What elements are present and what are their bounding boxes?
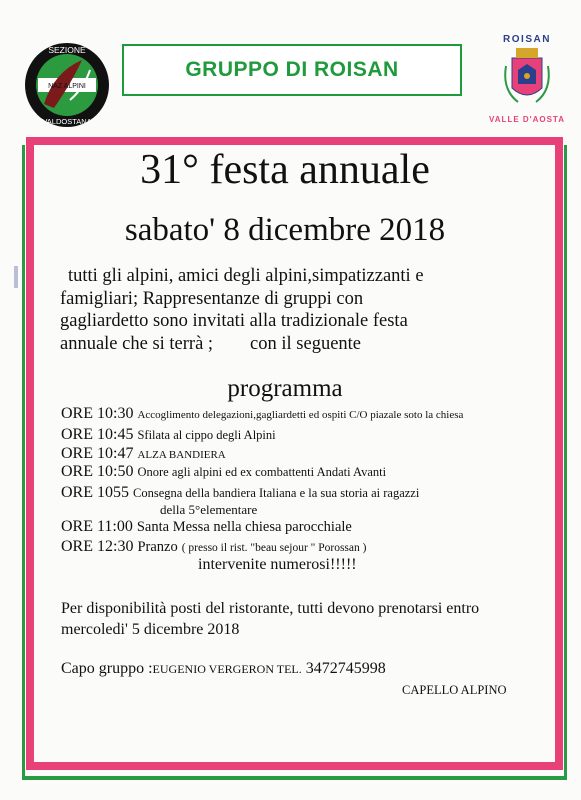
schedule-row <box>61 484 541 502</box>
schedule-time: ORE 1055 <box>61 484 129 501</box>
reservation-notice <box>61 598 531 640</box>
schedule-row <box>61 445 541 463</box>
invitation-line: tutti gli alpini, amici degli alpini,simpatizzanti e <box>68 266 424 286</box>
schedule-text: Accoglimento delegazioni,gagliardetti ed ospiti C/O piazale soto la chiesa <box>137 409 464 421</box>
frame-pink-right <box>555 137 563 770</box>
scan-edge-mark <box>14 266 18 288</box>
event-date: sabato' 8 dicembre 2018 <box>124 212 446 248</box>
frame-green-right <box>564 145 567 780</box>
invitation-line: famigliari; Rappresentanze di gruppi con <box>60 288 364 309</box>
schedule-time: ORE 10:45 <box>61 426 134 443</box>
group-title: GRUPPO DI ROISAN <box>185 58 399 81</box>
frame-green-left <box>22 145 25 780</box>
frame-green-bottom <box>22 776 567 780</box>
frame-pink-top <box>26 137 563 145</box>
roisan-text: ROISAN <box>503 34 551 45</box>
logo-middle-text: NAZ ALPINI <box>48 83 86 90</box>
schedule-continuation: della 5°elementare <box>160 502 258 517</box>
program-heading: programma <box>227 375 343 402</box>
schedule-row <box>61 463 541 481</box>
schedule-text: Onore agli alpini ed ex combattenti Andati Avanti <box>137 465 387 479</box>
schedule-time: ORE 10:47 <box>61 445 134 462</box>
ana-sezione-valdostana-logo <box>24 42 110 128</box>
contact-name: EUGENIO VERGERON TEL. <box>152 662 302 676</box>
schedule-text: ALZA BANDIERA <box>137 449 226 461</box>
frame-pink-left <box>26 137 34 770</box>
schedule-text: Sfilata al cippo degli Alpini <box>137 428 276 442</box>
logo-top-text: SEZIONE <box>48 45 86 55</box>
schedule-time: ORE 10:50 <box>61 463 134 480</box>
contact-label: Capo gruppo : <box>61 660 153 677</box>
schedule-note: ( presso il rist. "beau sejour " Porossan ) <box>181 542 367 554</box>
schedule-time: ORE 11:00 <box>61 518 133 535</box>
schedule-text: Santa Messa nella chiesa parocchiale <box>136 519 352 535</box>
schedule-time: ORE 12:30 <box>61 538 134 555</box>
invitation-text <box>60 265 525 355</box>
event-title: 31° festa annuale <box>140 147 430 193</box>
schedule-time: ORE 10:30 <box>61 405 134 422</box>
invitation-line: gagliardetto sono invitati alla tradizionale festa <box>60 311 408 331</box>
schedule-text: Consegna della bandiera Italiana e la sua storia ai ragazzi <box>133 486 420 500</box>
invitation-line: annuale che si terrà ; con il seguente <box>60 333 362 354</box>
schedule-row <box>61 426 541 444</box>
valle-d-aosta-text: VALLE D'AOSTA <box>489 115 565 124</box>
roisan-coat-of-arms-logo <box>484 30 570 140</box>
schedule-row <box>61 405 541 423</box>
schedule-row <box>61 518 541 536</box>
schedule-text: Pranzo <box>137 539 178 555</box>
contact-phone: 3472745998 <box>305 660 386 677</box>
frame-pink-bottom <box>26 762 563 770</box>
notice-line: Per disponibilità posti del ristorante, tutti devono prenotarsi entro <box>61 600 480 617</box>
schedule-row <box>61 538 541 556</box>
contact-row <box>61 660 386 678</box>
signoff: CAPELLO ALPINO <box>402 683 507 697</box>
closing-line: intervenite numerosi!!!!! <box>198 556 357 573</box>
notice-line: mercoledi' 5 dicembre 2018 <box>61 621 240 638</box>
logo-bottom-text: VALDOSTANA <box>42 117 92 126</box>
